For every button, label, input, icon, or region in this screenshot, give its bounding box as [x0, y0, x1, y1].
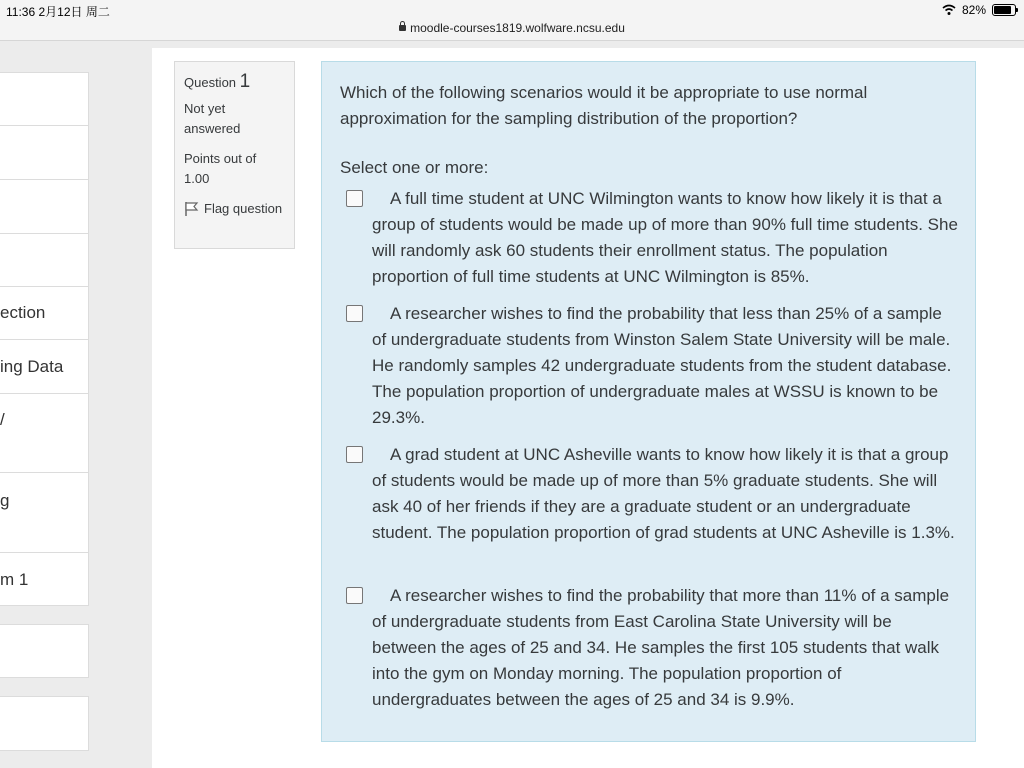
status-time: 11:36 2月12日 周二 [6, 5, 110, 19]
lock-icon [399, 25, 406, 31]
answer-text: A researcher wishes to find the probability that more than 11% of a sample of undergraduate students from East Carolina State University will be between the ages of 25 and 34. He samples the first 105 students that walk into the gym on Monday morning. The population proportion of undergraduates between the ages of 25 and 34 is 9.9%. [372, 586, 950, 709]
question-info [174, 61, 295, 249]
answer-text: A full time student at UNC Wilmington wants to know how likely it is that a group of students would be made up of more than 90% full time students. She will randomly ask 60 students their enrollment status. The population proportion of full time students at UNC Wilmington is 85%. [372, 189, 958, 286]
answer-text: A researcher wishes to find the probability that less than 25% of a sample of undergraduate students from Winston Salem State University will be male. He randomly samples 42 undergraduate students from the student database. The population proportion of undergraduate males at WSSU is known to be 29.3%. [372, 304, 952, 427]
nav-item[interactable] [0, 125, 89, 180]
battery-percent: 82% [961, 3, 986, 17]
answer-text: A grad student at UNC Asheville wants to know how likely it is that a group of students would be made up of more than 5% graduate students. She will ask 40 of her friends if they are a graduate student or an undergraduate student. The population proportion of grad students at UNC Asheville is 1.3%. [372, 445, 955, 542]
nav-item[interactable]: ing Data [0, 339, 89, 394]
answer-checkbox[interactable] [346, 305, 363, 322]
nav-item[interactable]: g [0, 472, 89, 553]
status-bar [0, 0, 1024, 20]
nav-item[interactable]: m 1 [0, 552, 89, 606]
nav-item[interactable] [0, 624, 89, 678]
url-bar[interactable] [0, 20, 1024, 41]
nav-item[interactable] [0, 72, 89, 126]
status-indicators [942, 3, 1016, 17]
answer-option[interactable] [346, 583, 958, 713]
answer-checkbox[interactable] [346, 190, 363, 207]
question-points: Points out of 1.00 [184, 151, 257, 186]
flag-label: Flag question [204, 201, 283, 216]
select-instructions: Select one or more: [340, 158, 489, 177]
question-content [321, 61, 976, 742]
question-number: Question 1 [184, 71, 251, 92]
flag-question-button[interactable] [184, 199, 285, 219]
answer-option[interactable] [346, 442, 958, 546]
nav-item[interactable] [0, 179, 89, 234]
nav-item[interactable]: / [0, 393, 89, 473]
question-state: Not yet answered [184, 101, 241, 136]
nav-item[interactable]: ection [0, 286, 89, 340]
answer-option[interactable] [346, 186, 958, 290]
wifi-icon [942, 4, 956, 16]
answer-checkbox[interactable] [346, 446, 363, 463]
question-prompt: Which of the following scenarios would it be appropriate to use normal approximation for the sampling distribution of the proportion? [340, 83, 868, 128]
url-text: moodle-courses1819.wolfware.ncsu.edu [410, 21, 625, 35]
battery-icon [992, 4, 1016, 16]
nav-item[interactable] [0, 233, 89, 287]
nav-item[interactable] [0, 696, 89, 751]
flag-icon [184, 201, 200, 217]
answer-checkbox[interactable] [346, 587, 363, 604]
answer-option[interactable] [346, 301, 958, 431]
